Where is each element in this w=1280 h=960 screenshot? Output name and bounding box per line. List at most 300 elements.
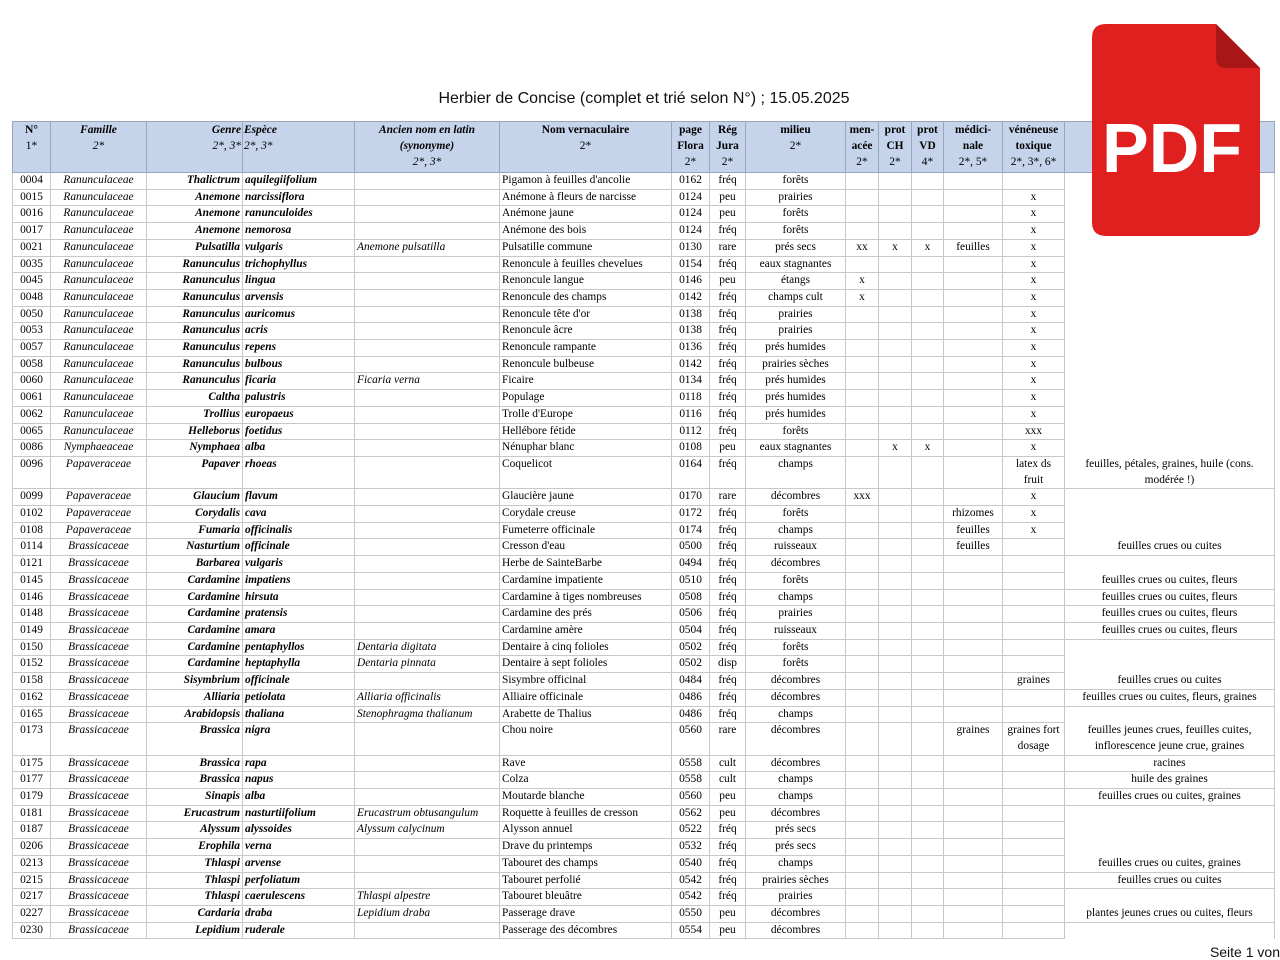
cell-toxic	[1003, 706, 1065, 723]
cell-common-name: Dentaire à sept folioles	[500, 656, 672, 673]
table-row[interactable]	[13, 572, 1275, 589]
cell-medicinal	[944, 423, 1003, 440]
cell-genus: Alyssum	[147, 822, 243, 839]
table-row[interactable]	[13, 239, 1275, 256]
table-row[interactable]	[13, 789, 1275, 806]
cell-flora-page: 0494	[672, 556, 710, 573]
cell-synonym: Alliaria officinalis	[355, 689, 500, 706]
cell-jura-region: fréq	[710, 872, 746, 889]
cell-protected-ch	[879, 706, 912, 723]
cell-medicinal	[944, 273, 1003, 290]
column-header	[944, 122, 1003, 173]
cell-flora-page: 0500	[672, 539, 710, 556]
cell-family: Ranunculaceae	[51, 289, 147, 306]
cell-habitat: décombres	[746, 673, 846, 690]
cell-threatened	[846, 223, 879, 240]
cell-medicinal	[944, 340, 1003, 357]
table-row[interactable]	[13, 656, 1275, 673]
cell-edible-notes: feuilles, pétales, graines, huile (cons. modérée !)	[1065, 456, 1275, 488]
cell-number: 0048	[13, 289, 51, 306]
cell-threatened: x	[846, 273, 879, 290]
cell-flora-page: 0142	[672, 356, 710, 373]
cell-flora-page: 0108	[672, 440, 710, 457]
cell-species: arvense	[243, 855, 355, 872]
cell-jura-region: fréq	[710, 356, 746, 373]
cell-toxic	[1003, 789, 1065, 806]
table-row[interactable]	[13, 456, 1275, 488]
cell-common-name: Cardamine à tiges nombreuses	[500, 589, 672, 606]
cell-genus: Ranunculus	[147, 373, 243, 390]
cell-protected-vd	[912, 822, 944, 839]
cell-common-name: Cardamine impatiente	[500, 572, 672, 589]
table-row[interactable]	[13, 723, 1275, 755]
cell-protected-vd	[912, 273, 944, 290]
table-row[interactable]	[13, 639, 1275, 656]
cell-synonym: Dentaria pinnata	[355, 656, 500, 673]
cell-protected-ch	[879, 223, 912, 240]
table-row[interactable]	[13, 506, 1275, 523]
cell-synonym: Anemone pulsatilla	[355, 239, 500, 256]
cell-common-name: Renoncule rampante	[500, 340, 672, 357]
table-row[interactable]	[13, 373, 1275, 390]
column-header	[710, 122, 746, 173]
table-header	[13, 122, 1275, 173]
cell-jura-region: peu	[710, 789, 746, 806]
cell-species: thaliana	[243, 706, 355, 723]
cell-toxic: x	[1003, 273, 1065, 290]
column-header-note: 2*	[889, 156, 901, 168]
cell-toxic	[1003, 872, 1065, 889]
cell-number: 0058	[13, 356, 51, 373]
cell-habitat: forêts	[746, 506, 846, 523]
cell-jura-region: disp	[710, 656, 746, 673]
cell-common-name: Alliaire officinale	[500, 689, 672, 706]
column-header	[746, 122, 846, 173]
cell-jura-region: peu	[710, 922, 746, 939]
table-row[interactable]	[13, 306, 1275, 323]
cell-flora-page: 0486	[672, 689, 710, 706]
cell-family: Brassicaceae	[51, 639, 147, 656]
cell-edible-notes	[1065, 423, 1275, 440]
cell-toxic: x	[1003, 373, 1065, 390]
table-row[interactable]	[13, 589, 1275, 606]
cell-number: 0086	[13, 440, 51, 457]
cell-number: 0215	[13, 872, 51, 889]
cell-protected-ch	[879, 839, 912, 856]
header-row	[13, 122, 1275, 173]
column-header-note: 2*	[684, 156, 697, 168]
cell-jura-region: peu	[710, 440, 746, 457]
cell-common-name: Tabouret perfolié	[500, 872, 672, 889]
cell-synonym	[355, 390, 500, 407]
cell-jura-region: peu	[710, 273, 746, 290]
table-body	[13, 173, 1275, 939]
cell-protected-vd	[912, 855, 944, 872]
cell-habitat: décombres	[746, 689, 846, 706]
cell-protected-ch	[879, 306, 912, 323]
cell-toxic	[1003, 772, 1065, 789]
cell-synonym	[355, 539, 500, 556]
cell-protected-ch	[879, 855, 912, 872]
cell-jura-region: peu	[710, 189, 746, 206]
table-row[interactable]	[13, 905, 1275, 922]
cell-habitat: décombres	[746, 723, 846, 755]
cell-species: europaeus	[243, 406, 355, 423]
cell-family: Brassicaceae	[51, 706, 147, 723]
cell-species: bulbous	[243, 356, 355, 373]
cell-edible-notes: feuilles crues ou cuites, fleurs	[1065, 572, 1275, 589]
cell-common-name: Coquelicot	[500, 456, 672, 488]
cell-protected-vd	[912, 656, 944, 673]
cell-common-name: Roquette à feuilles de cresson	[500, 805, 672, 822]
cell-threatened	[846, 173, 879, 190]
cell-genus: Arabidopsis	[147, 706, 243, 723]
table-row[interactable]	[13, 805, 1275, 822]
cell-medicinal	[944, 656, 1003, 673]
table-row[interactable]	[13, 256, 1275, 273]
cell-jura-region: fréq	[710, 606, 746, 623]
cell-threatened	[846, 639, 879, 656]
cell-toxic: graines fort dosage	[1003, 723, 1065, 755]
cell-medicinal	[944, 323, 1003, 340]
cell-number: 0065	[13, 423, 51, 440]
cell-flora-page: 0502	[672, 656, 710, 673]
cell-toxic: x	[1003, 323, 1065, 340]
cell-synonym: Ficaria verna	[355, 373, 500, 390]
table-row[interactable]	[13, 706, 1275, 723]
column-header-note: 2*	[856, 156, 868, 168]
cell-threatened	[846, 306, 879, 323]
cell-synonym: Erucastrum obtusangulum	[355, 805, 500, 822]
cell-genus: Cardaria	[147, 905, 243, 922]
cell-protected-ch	[879, 639, 912, 656]
cell-protected-ch	[879, 889, 912, 906]
cell-toxic: x	[1003, 356, 1065, 373]
table-row[interactable]	[13, 855, 1275, 872]
table-row[interactable]	[13, 839, 1275, 856]
herbarium-table-container[interactable]	[12, 121, 1280, 943]
cell-family: Brassicaceae	[51, 622, 147, 639]
cell-family: Brassicaceae	[51, 539, 147, 556]
table-row[interactable]	[13, 489, 1275, 506]
table-row[interactable]	[13, 673, 1275, 690]
cell-medicinal	[944, 406, 1003, 423]
cell-genus: Alliaria	[147, 689, 243, 706]
cell-species: ruderale	[243, 922, 355, 939]
table-row[interactable]	[13, 356, 1275, 373]
cell-genus: Brassica	[147, 723, 243, 755]
cell-protected-ch	[879, 805, 912, 822]
cell-common-name: Herbe de SainteBarbe	[500, 556, 672, 573]
cell-protected-vd	[912, 673, 944, 690]
cell-medicinal: feuilles	[944, 522, 1003, 539]
cell-genus: Lepidium	[147, 922, 243, 939]
cell-number: 0061	[13, 390, 51, 407]
cell-family: Ranunculaceae	[51, 306, 147, 323]
cell-flora-page: 0124	[672, 206, 710, 223]
cell-habitat: forêts	[746, 656, 846, 673]
cell-jura-region: rare	[710, 489, 746, 506]
cell-flora-page: 0134	[672, 373, 710, 390]
cell-genus: Sisymbrium	[147, 673, 243, 690]
cell-genus: Ranunculus	[147, 323, 243, 340]
cell-genus: Ranunculus	[147, 306, 243, 323]
cell-common-name: Colza	[500, 772, 672, 789]
cell-habitat: prés humides	[746, 390, 846, 407]
cell-synonym	[355, 173, 500, 190]
cell-flora-page: 0164	[672, 456, 710, 488]
cell-family: Ranunculaceae	[51, 340, 147, 357]
cell-medicinal	[944, 189, 1003, 206]
cell-common-name: Tabouret bleuâtre	[500, 889, 672, 906]
table-row[interactable]	[13, 206, 1275, 223]
cell-protected-ch	[879, 506, 912, 523]
column-header	[51, 122, 147, 173]
cell-flora-page: 0130	[672, 239, 710, 256]
cell-protected-vd	[912, 289, 944, 306]
cell-habitat: décombres	[746, 922, 846, 939]
cell-flora-page: 0112	[672, 423, 710, 440]
column-header-label: Espèce	[244, 124, 277, 136]
cell-toxic: x	[1003, 223, 1065, 240]
table-row[interactable]	[13, 872, 1275, 889]
cell-edible-notes	[1065, 822, 1275, 839]
cell-jura-region: fréq	[710, 390, 746, 407]
cell-edible-notes: feuilles crues ou cuites	[1065, 673, 1275, 690]
cell-medicinal	[944, 456, 1003, 488]
cell-jura-region: peu	[710, 805, 746, 822]
table-row[interactable]	[13, 622, 1275, 639]
cell-habitat: décombres	[746, 556, 846, 573]
cell-threatened	[846, 390, 879, 407]
cell-jura-region: rare	[710, 723, 746, 755]
cell-genus: Ranunculus	[147, 340, 243, 357]
table-row[interactable]	[13, 922, 1275, 939]
cell-medicinal	[944, 306, 1003, 323]
cell-threatened	[846, 905, 879, 922]
cell-species: alyssoides	[243, 822, 355, 839]
cell-edible-notes	[1065, 323, 1275, 340]
cell-habitat: champs	[746, 522, 846, 539]
cell-flora-page: 0172	[672, 506, 710, 523]
cell-threatened	[846, 589, 879, 606]
cell-edible-notes	[1065, 805, 1275, 822]
cell-protected-ch	[879, 489, 912, 506]
cell-toxic	[1003, 889, 1065, 906]
cell-species: rhoeas	[243, 456, 355, 488]
table-row[interactable]	[13, 556, 1275, 573]
cell-protected-ch	[879, 922, 912, 939]
cell-synonym	[355, 522, 500, 539]
cell-family: Brassicaceae	[51, 723, 147, 755]
cell-protected-vd	[912, 872, 944, 889]
cell-toxic: x	[1003, 256, 1065, 273]
cell-synonym	[355, 489, 500, 506]
cell-number: 0149	[13, 622, 51, 639]
cell-genus: Caltha	[147, 390, 243, 407]
cell-jura-region: fréq	[710, 539, 746, 556]
table-row[interactable]	[13, 689, 1275, 706]
cell-number: 0227	[13, 905, 51, 922]
cell-genus: Barbarea	[147, 556, 243, 573]
table-row[interactable]	[13, 390, 1275, 407]
cell-synonym	[355, 839, 500, 856]
cell-common-name: Renoncule des champs	[500, 289, 672, 306]
cell-family: Ranunculaceae	[51, 356, 147, 373]
cell-genus: Thlaspi	[147, 872, 243, 889]
cell-toxic	[1003, 589, 1065, 606]
table-row[interactable]	[13, 273, 1275, 290]
cell-edible-notes	[1065, 306, 1275, 323]
table-row[interactable]	[13, 755, 1275, 772]
cell-habitat: prés secs	[746, 839, 846, 856]
cell-species: rapa	[243, 755, 355, 772]
cell-protected-ch	[879, 656, 912, 673]
cell-protected-ch	[879, 273, 912, 290]
cell-protected-ch	[879, 522, 912, 539]
cell-medicinal	[944, 622, 1003, 639]
cell-toxic	[1003, 922, 1065, 939]
cell-species: officinale	[243, 539, 355, 556]
cell-medicinal: feuilles	[944, 239, 1003, 256]
cell-synonym: Alyssum calycinum	[355, 822, 500, 839]
cell-edible-notes	[1065, 506, 1275, 523]
cell-number: 0146	[13, 589, 51, 606]
cell-medicinal	[944, 855, 1003, 872]
cell-species: auricomus	[243, 306, 355, 323]
cell-number: 0108	[13, 522, 51, 539]
cell-protected-ch: x	[879, 440, 912, 457]
cell-habitat: forêts	[746, 223, 846, 240]
cell-jura-region: fréq	[710, 406, 746, 423]
cell-common-name: Renoncule tête d'or	[500, 306, 672, 323]
cell-protected-vd	[912, 706, 944, 723]
table-row[interactable]	[13, 522, 1275, 539]
column-header	[355, 122, 500, 173]
cell-number: 0173	[13, 723, 51, 755]
cell-common-name: Pulsatille commune	[500, 239, 672, 256]
cell-genus: Cardamine	[147, 639, 243, 656]
table-row[interactable]	[13, 606, 1275, 623]
cell-species: pentaphyllos	[243, 639, 355, 656]
table-row[interactable]	[13, 772, 1275, 789]
cell-flora-page: 0540	[672, 855, 710, 872]
cell-toxic	[1003, 572, 1065, 589]
cell-synonym	[355, 306, 500, 323]
cell-species: repens	[243, 340, 355, 357]
cell-flora-page: 0138	[672, 323, 710, 340]
cell-medicinal	[944, 390, 1003, 407]
cell-genus: Cardamine	[147, 606, 243, 623]
cell-common-name: Renoncule âcre	[500, 323, 672, 340]
cell-flora-page: 0560	[672, 723, 710, 755]
cell-genus: Cardamine	[147, 589, 243, 606]
column-header-note: 2*, 5*	[958, 156, 988, 168]
cell-toxic	[1003, 606, 1065, 623]
cell-threatened	[846, 606, 879, 623]
table-row[interactable]	[13, 189, 1275, 206]
table-row[interactable]	[13, 406, 1275, 423]
cell-family: Ranunculaceae	[51, 206, 147, 223]
table-row[interactable]	[13, 539, 1275, 556]
cell-protected-ch	[879, 723, 912, 755]
column-header-note: 2*	[92, 140, 105, 152]
cell-medicinal: feuilles	[944, 539, 1003, 556]
cell-habitat: prairies	[746, 323, 846, 340]
cell-family: Papaveraceae	[51, 489, 147, 506]
table-row[interactable]	[13, 440, 1275, 457]
cell-family: Brassicaceae	[51, 689, 147, 706]
cell-flora-page: 0560	[672, 789, 710, 806]
cell-synonym	[355, 572, 500, 589]
cell-number: 0057	[13, 340, 51, 357]
table-row[interactable]	[13, 822, 1275, 839]
table-row[interactable]	[13, 340, 1275, 357]
cell-toxic: x	[1003, 239, 1065, 256]
table-row[interactable]	[13, 423, 1275, 440]
cell-common-name: Cresson d'eau	[500, 539, 672, 556]
cell-number: 0102	[13, 506, 51, 523]
table-row[interactable]	[13, 289, 1275, 306]
cell-medicinal	[944, 206, 1003, 223]
cell-flora-page: 0170	[672, 489, 710, 506]
cell-habitat: prairies sèches	[746, 872, 846, 889]
cell-protected-vd	[912, 223, 944, 240]
cell-common-name: Passerage des décombres	[500, 922, 672, 939]
cell-threatened	[846, 622, 879, 639]
table-row[interactable]	[13, 223, 1275, 240]
cell-species: cava	[243, 506, 355, 523]
cell-edible-notes	[1065, 639, 1275, 656]
cell-protected-ch	[879, 423, 912, 440]
cell-jura-region: rare	[710, 239, 746, 256]
cell-edible-notes	[1065, 889, 1275, 906]
cell-toxic	[1003, 556, 1065, 573]
cell-edible-notes: feuilles crues ou cuites, graines	[1065, 855, 1275, 872]
cell-threatened: xxx	[846, 489, 879, 506]
cell-edible-notes	[1065, 239, 1275, 256]
cell-species: draba	[243, 905, 355, 922]
table-row[interactable]	[13, 173, 1275, 190]
cell-family: Brassicaceae	[51, 755, 147, 772]
cell-species: vulgaris	[243, 239, 355, 256]
table-row[interactable]	[13, 889, 1275, 906]
table-row[interactable]	[13, 323, 1275, 340]
pdf-file-icon[interactable]	[1092, 24, 1260, 236]
cell-habitat: eaux stagnantes	[746, 440, 846, 457]
column-header	[1003, 122, 1065, 173]
cell-habitat: champs cult	[746, 289, 846, 306]
cell-threatened	[846, 822, 879, 839]
column-header-label: page Flora	[677, 124, 704, 152]
cell-threatened	[846, 256, 879, 273]
cell-threatened	[846, 539, 879, 556]
cell-habitat: prairies sèches	[746, 356, 846, 373]
cell-common-name: Corydale creuse	[500, 506, 672, 523]
cell-flora-page: 0502	[672, 639, 710, 656]
column-header-note: 2*	[721, 156, 734, 168]
cell-flora-page: 0138	[672, 306, 710, 323]
cell-threatened	[846, 789, 879, 806]
cell-jura-region: fréq	[710, 423, 746, 440]
cell-protected-vd	[912, 506, 944, 523]
cell-family: Ranunculaceae	[51, 189, 147, 206]
cell-synonym	[355, 506, 500, 523]
cell-habitat: décombres	[746, 805, 846, 822]
cell-genus: Ranunculus	[147, 289, 243, 306]
cell-genus: Nymphaea	[147, 440, 243, 457]
cell-toxic: x	[1003, 406, 1065, 423]
